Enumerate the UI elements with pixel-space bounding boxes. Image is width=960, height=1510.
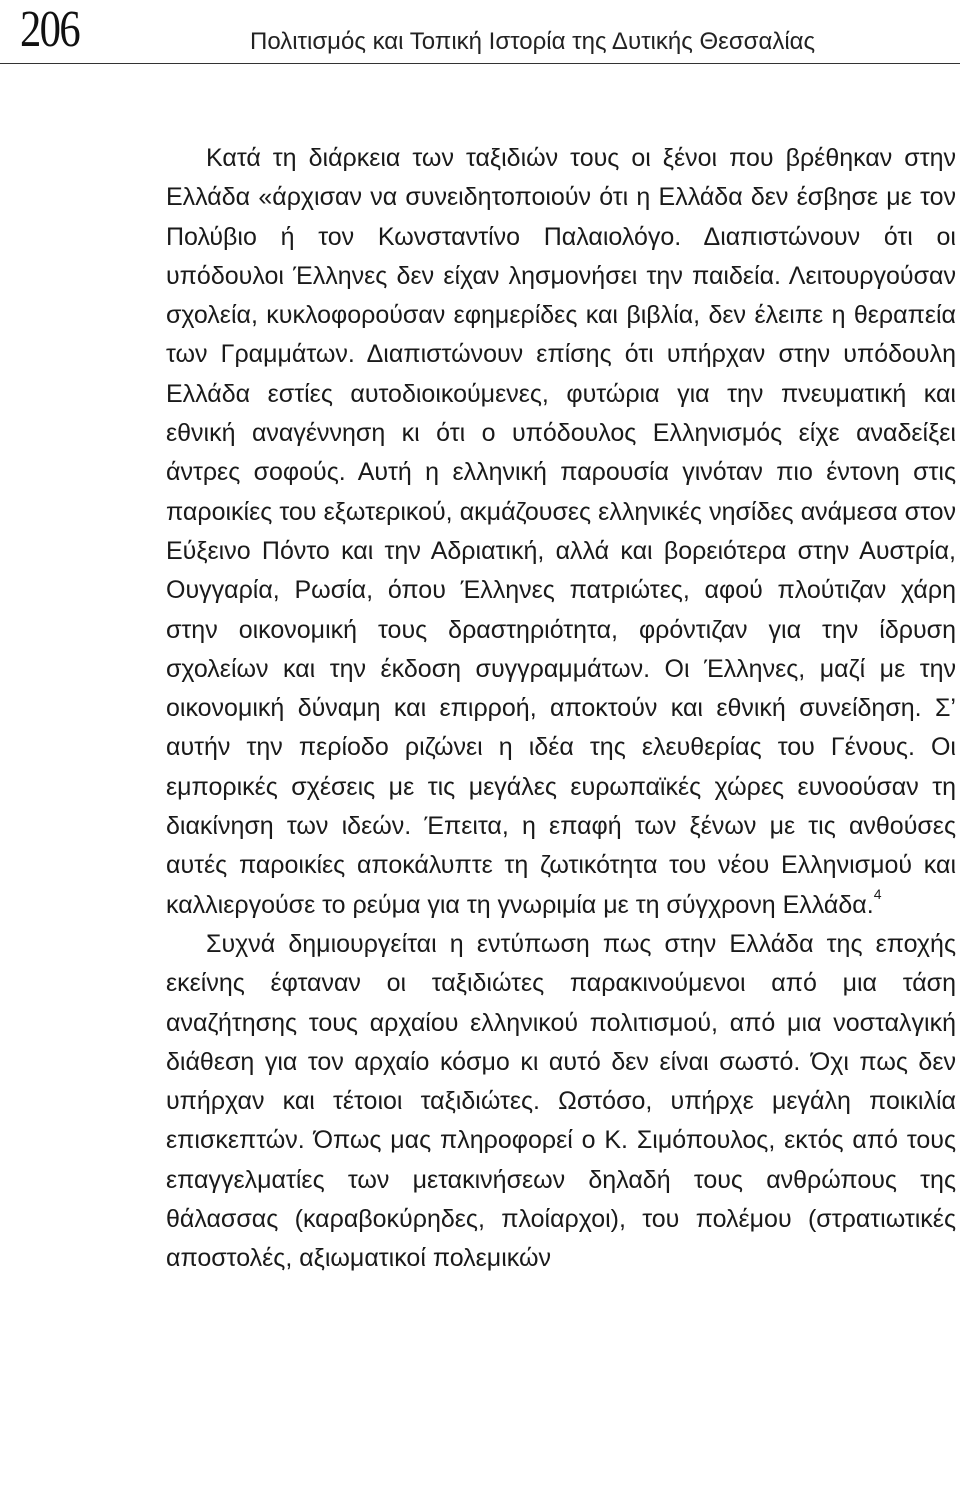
paragraph-2: Συχνά δημιουργείται η εντύπωση πως στην Ελλάδα της εποχής εκείνης έφταναν οι ταξιδιώτες παρακινούμενοι από μια τάση αναζήτησης τους αρχαίου ελληνικού πολιτισμού, από μια νοσταλγική διάθεση για τον αρχαίο κόσμο κι αυτό δεν είναι σωστό. Όχι πως δεν υπήρχαν και τέτοιοι ταξιδιώτες. Ωστόσο, υπήρχε μεγάλη ποικιλία επισκεπτών. Όπως μας πληροφορεί ο Κ. Σιμόπουλος, εκτός από τους επαγγελματίες των μετακινήσεων δηλαδή τους ανθρώπους της θάλασσας (καραβοκύρηδες, πλοίαρχοι), του πολέμου (στρατιωτικές αποστολές, αξιωματικοί πολεμικών	[166, 929, 956, 1273]
page-number: 206	[20, 1, 80, 58]
header-divider	[0, 63, 960, 64]
paragraph-1-text: Κατά τη διάρκεια των ταξιδιών τους οι ξένοι που βρέθηκαν στην Ελλάδα «άρχισαν να συνειδητοποιούν ότι η Ελλάδα δεν έσβησε με τον Πολύβιο ή τον Κωνσταντίνο Παλαιολόγο. Διαπιστώνουν ότι οι υπόδουλοι Έλληνες δεν είχαν λησμονήσει την παιδεία. Λειτουργούσαν σχολεία, κυκλοφορούσαν εφημερίδες και βιβλία, δεν έλειπε η θεραπεία των Γραμμάτων. Διαπιστώνουν επίσης ότι υπήρχαν στην υπόδουλη Ελλάδα εστίες αυτοδιοικούμενες, φυτώρια για την πνευματική και εθνική αναγέννηση κι ότι ο υπόδουλος Ελληνισμός είχε αναδείξει άντρες σοφούς. Αυτή η ελληνική παρουσία γινόταν πιο έντονη στις παροικίες του εξωτερικού, ακμάζουσες ελληνικές νησίδες ανάμεσα στον Εύξεινο Πόντο και την Αδριατική, αλλά και βορειότερα στην Αυστρία, Ουγγαρία, Ρωσία, όπου Έλληνες πατριώτες, αφού πλούτιζαν χάρη στην οικονομική τους δραστηριότητα, φρόντιζαν για την ίδρυση σχολείων και την έκδοση συγγραμμάτων. Οι Έλληνες, μαζί με την οικονομική δύναμη και επιρροή, αποκτούν και εθνική συνείδηση. Σ’ αυτήν την περίοδο ριζώνει η ιδέα της ελευθερίας του Γένους. Οι εμπορικές σχέσεις με τις μεγάλες ευρωπαϊκές χώρες ευνοούσαν τη διακίνηση των ιδεών. Έπειτα, η επαφή των ξένων με τις ανθούσες αυτές παροικίες αποκάλυπτε τη ζωτικότητα του νέου Ελληνισμού και καλλιεργούσε το ρεύμα για τη γνωριμία με τη σύγχρονη Ελλάδα.	[166, 144, 956, 919]
page-header	[0, 0, 960, 66]
running-title: Πολιτισμός και Τοπική Ιστορία της Δυτικής Θεσσαλίας	[250, 28, 816, 55]
footnote-reference: 4	[873, 886, 882, 903]
paragraph-1	[166, 139, 956, 925]
body-text	[166, 139, 956, 1279]
